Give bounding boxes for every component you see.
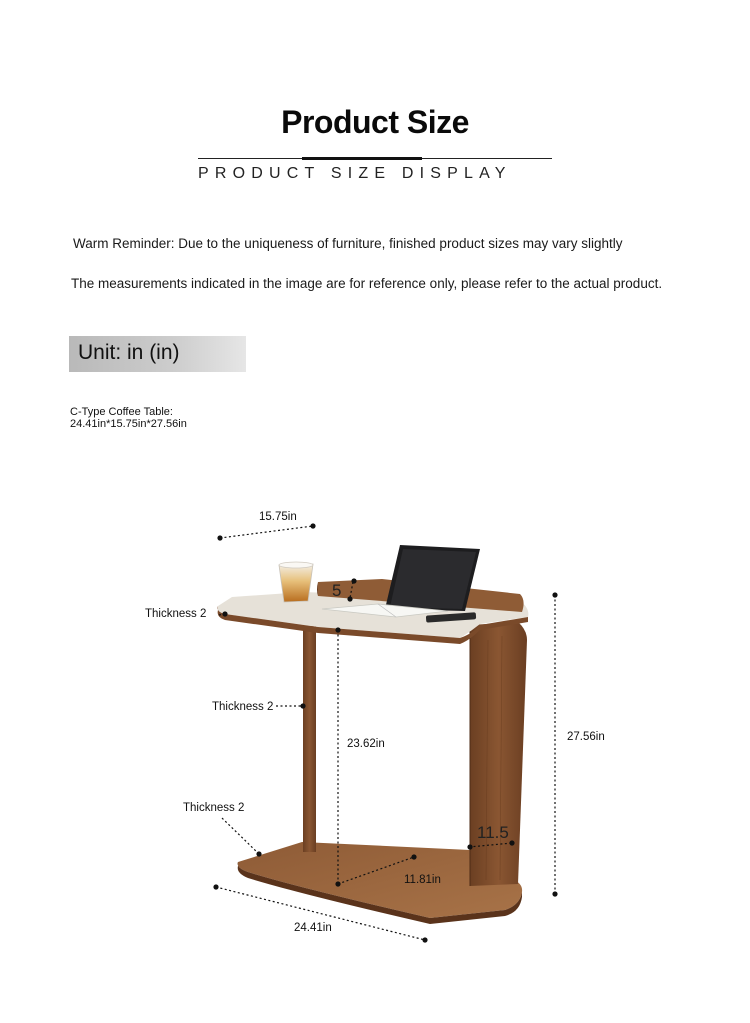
base-depth-label: 11.81in — [404, 874, 441, 886]
leg-thickness-label: Thickness 2 — [212, 701, 274, 713]
side-width-label: 11.5 — [477, 823, 509, 842]
unit-badge: Unit: in (in) — [69, 336, 246, 372]
top-thickness-label: Thickness 2 — [145, 608, 207, 620]
leg-height-label: 23.62in — [347, 738, 385, 750]
page-subtitle: PRODUCT SIZE DISPLAY — [198, 165, 512, 182]
total-height-label: 27.56in — [567, 731, 605, 743]
base-thickness-label: Thickness 2 — [183, 802, 245, 814]
table-illustration — [218, 545, 529, 924]
product-dimensions: 24.41in*15.75in*27.56in — [70, 418, 187, 430]
length-label: 24.41in — [294, 922, 332, 934]
product-name: C-Type Coffee Table: — [70, 406, 173, 418]
backboard-height-label: 5 — [332, 581, 342, 600]
reference-note-text: The measurements indicated in the image are for reference only, please refer to the actual product. — [71, 276, 663, 291]
depth-label: 15.75in — [259, 511, 297, 523]
page-title: Product Size — [281, 104, 469, 140]
warm-reminder-text: Warm Reminder: Due to the uniqueness of furniture, finished product sizes may vary slightly — [73, 236, 623, 251]
